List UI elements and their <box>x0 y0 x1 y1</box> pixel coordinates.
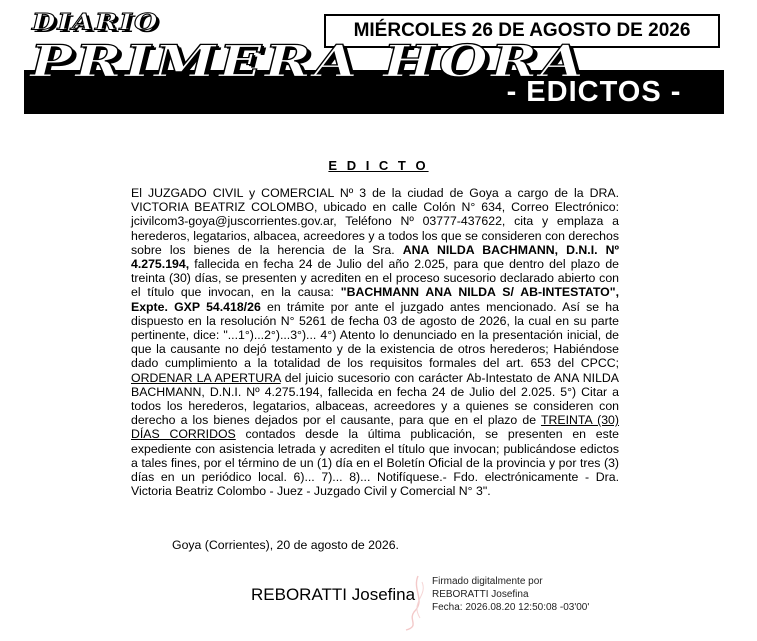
edict-heading: E D I C T O <box>328 158 429 173</box>
publication-date: MIÉRCOLES 26 DE AGOSTO DE 2026 <box>324 14 720 48</box>
masthead <box>24 10 724 114</box>
logo-diario: DIARIO <box>32 10 160 36</box>
signature-meta-line: Firmado digitalmente por <box>432 576 543 587</box>
signature-meta-date: Fecha: 2026.08.20 12:50:08 -03'00' <box>432 602 590 613</box>
logo-primera-hora: PRIMERA HORA <box>30 36 587 88</box>
digital-signature-info <box>432 575 589 614</box>
section-label: - EDICTOS - <box>506 76 682 108</box>
place-date: Goya (Corrientes), 20 de agosto de 2026. <box>172 538 399 552</box>
edict-body <box>131 186 619 498</box>
body-text-segment: El JUZGADO CIVIL y COMERCIAL Nº 3 de la ciudad de Goya a cargo de la DRA. VICTORIA BEATRIZ COLOMBO, ubicado en calle Colón N° 634, Correo Electrónico: jcivilcom3-goya@juscorrientes.gov.ar, Teléfono Nº 03777-437622, cita y emplaza a herederos, legatarios, albacea, acreedores y a todos los que se consideren con derechos sobre los bienes de la herencia de la Sra. <box>131 186 619 257</box>
signature-meta-line: REBORATTI Josefina <box>432 589 529 600</box>
body-text-segment: del juicio sucesorio con carácter Ab-Intestato de ANA NILDA BACHMANN, D.N.I. Nº 4.275.194, fallecida en fecha 24 de Julio del 2.025. 5°) Citar a todos los herederos, legatarios, albaceas, acreedores y a quienes se consideren con derecho a los bienes dejados por el causante, para que en el plazo de <box>131 370 619 428</box>
bold-text: "BACHMANN ANA NILDA S/ AB-INTESTATO", Expte. GXP 54.418/26 <box>131 285 619 314</box>
underlined-text: TREINTA (30) DÍAS CORRIDOS <box>131 413 619 442</box>
body-text-segment: contados desde la última publicación, se presenten en este expediente con asistencia letrada y acrediten el título que invocan; publicándose edictos a tales fines, por el término de un (1) día en el Boletín Oficial de la provincia y por tres (3) días en un periódico local. 6)... 7)... 8)... Notifíquese.- Fdo. electrónicamente - Dra. Victoria Beatriz Colombo - Juez - Juzgado Civil y Comercial N° 3". <box>131 427 620 499</box>
body-text-segment: fallecida en fecha 24 de Julio del año 2.025, para que dentro del plazo de treinta (30) días, se presenten y acrediten en el proceso sucesorio declarado abierto con el título que invocan, en la causa: <box>131 257 619 300</box>
underlined-text: ORDENAR LA APERTURA <box>131 370 281 385</box>
body-text-segment: en trámite por ante el juzgado antes mencionado. Así se ha dispuesto en la resolución N° 5261 de fecha 03 de agosto de 2026, la cual en su parte pertinente, dice: "...1°)...2°)...3°)... 4°) Atento lo denunciado en la presentación inicial, de que la causante no dejó testamento y de la existencia de otros herederos; Habiéndose dado cumplimiento a la totalidad de los requisitos formales del art. 653 del CPCC; <box>131 299 619 371</box>
bold-text: ANA NILDA BACHMANN, D.N.I. Nº 4.275.194, <box>131 242 620 272</box>
signature-name: REBORATTI Josefina <box>251 585 416 604</box>
